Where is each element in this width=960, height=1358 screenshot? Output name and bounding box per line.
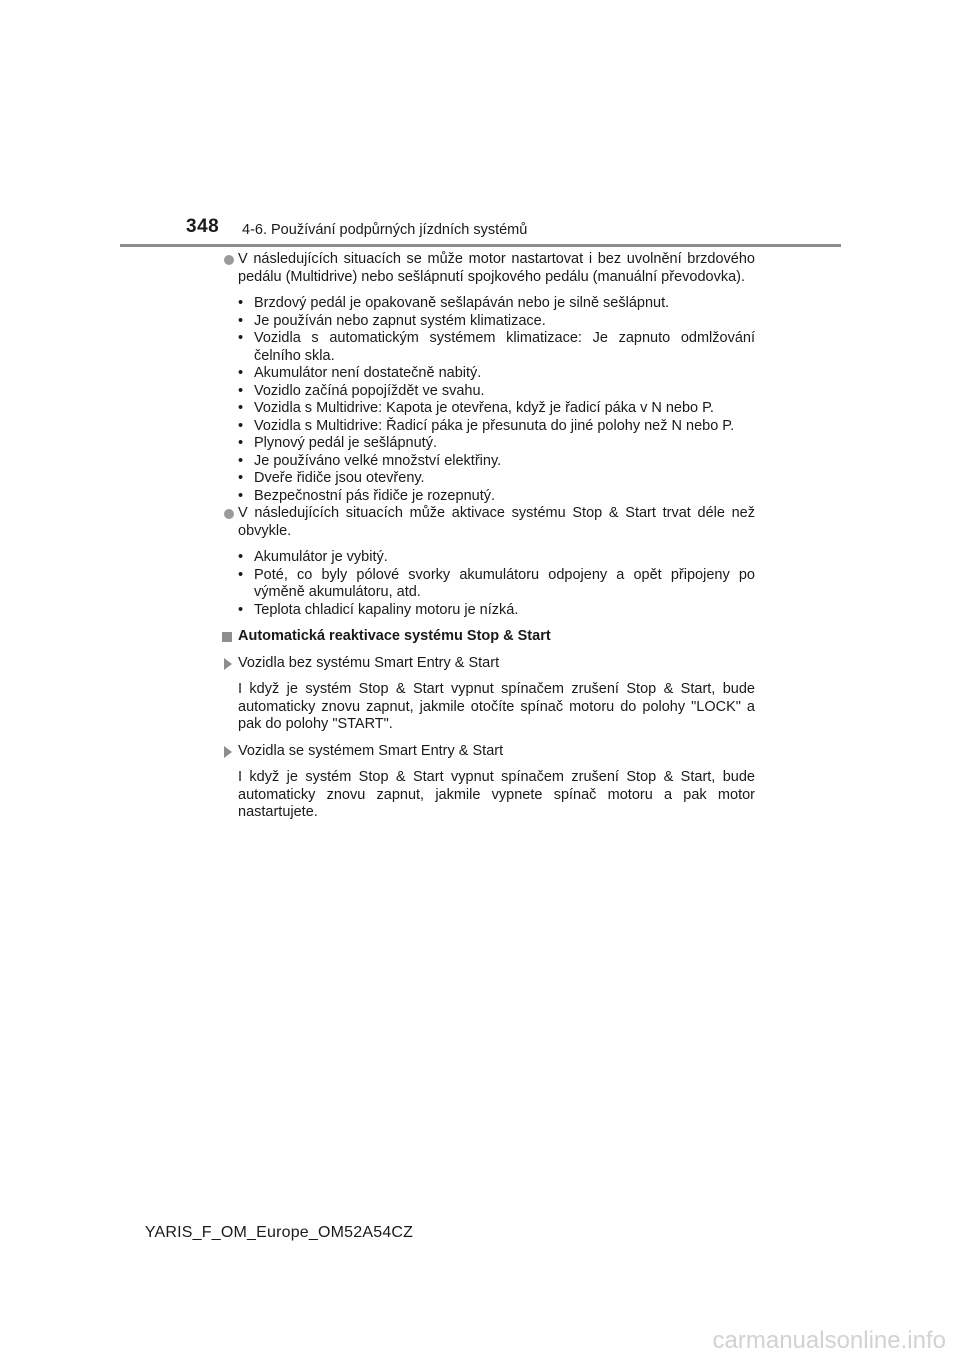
variant-2-title-text: Vozidla se systémem Smart Entry & Start [238,742,504,759]
variant-1-text: I když je systém Stop & Start vypnut spínačem zrušení Stop & Start, bude automaticky znovu zapnut, jakmile otočíte spínač motoru do polohy "LOCK" a pak do polohy "START". [238,681,755,732]
variant-1-title [222,655,755,673]
triangle-arrow-icon [224,746,232,758]
list-item: • Vozidlo začíná popojíždět ve svahu. [238,382,485,399]
page-number: 348 [186,216,220,237]
list-item: • Je používán nebo zapnut systém klimatizace. [238,312,546,329]
list-item: • Akumulátor je vybitý. [238,549,388,565]
list-item: • Bezpečnostní pás řidiče je rozepnutý. [238,487,495,504]
page-content [222,251,755,822]
list-item: • Je používáno velké množství elektřiny. [238,452,502,469]
bullet-1-list [222,295,755,505]
header-divider [120,244,841,247]
bullet-paragraph-1 [222,251,755,286]
triangle-arrow-icon [224,658,232,670]
list-item: • Teplota chladicí kapaliny motoru je nízká. [238,601,519,618]
watermark: carmanualsonline.info [712,1327,946,1354]
section-heading [222,628,755,646]
list-item: • Vozidla s Multidrive: Kapota je otevřena, když je řadicí páka v N nebo P. [238,400,714,416]
bullet-1-text: V následujících situacích se může motor nastartovat i bez uvolnění brzdového pedálu (Multidrive) nebo sešlápnutí spojkového pedálu (manuální převodovka). [238,251,755,285]
page-header [0,0,960,250]
variant-1-title-text: Vozidla bez systému Smart Entry & Start [238,654,500,671]
circle-bullet-icon [224,255,234,265]
bullet-2-list [222,549,755,619]
list-item: • Vozidla s Multidrive: Řadicí páka je přesunuta do jiné polohy než N nebo P. [238,417,735,434]
document-code: YARIS_F_OM_Europe_OM52A54CZ [144,1224,414,1241]
section-heading-text: Automatická reaktivace systému Stop & Start [238,628,551,644]
list-item: • Akumulátor není dostatečně nabitý. [238,365,482,381]
list-item: • Vozidla s automatickým systémem klimatizace: Je zapnuto odmlžování čelního skla. [238,330,755,364]
square-heading-icon [222,632,232,642]
list-item: • Brzdový pedál je opakovaně sešlapáván nebo je silně sešlápnut. [238,295,670,311]
bullet-paragraph-2 [222,505,755,540]
list-item: • Plynový pedál je sešlápnutý. [238,435,437,451]
list-item: • Poté, co byly pólové svorky akumulátoru odpojeny a opět připojeny po výměně akumulátoru, atd. [238,566,755,600]
section-title: 4-6. Používání podpůrných jízdních systémů [242,222,528,238]
list-item: • Dveře řidiče jsou otevřeny. [238,470,425,486]
bullet-2-text: V následujících situacích může aktivace systému Stop & Start trvat déle než obvykle. [238,505,755,539]
page-footer [0,1224,960,1242]
variant-2-text: I když je systém Stop & Start vypnut spínačem zrušení Stop & Start, bude automaticky znovu zapnut, jakmile vypnete spínač motoru a pak motor nastartujete. [238,769,755,820]
variant-2-title [222,743,755,761]
circle-bullet-icon [224,509,234,519]
